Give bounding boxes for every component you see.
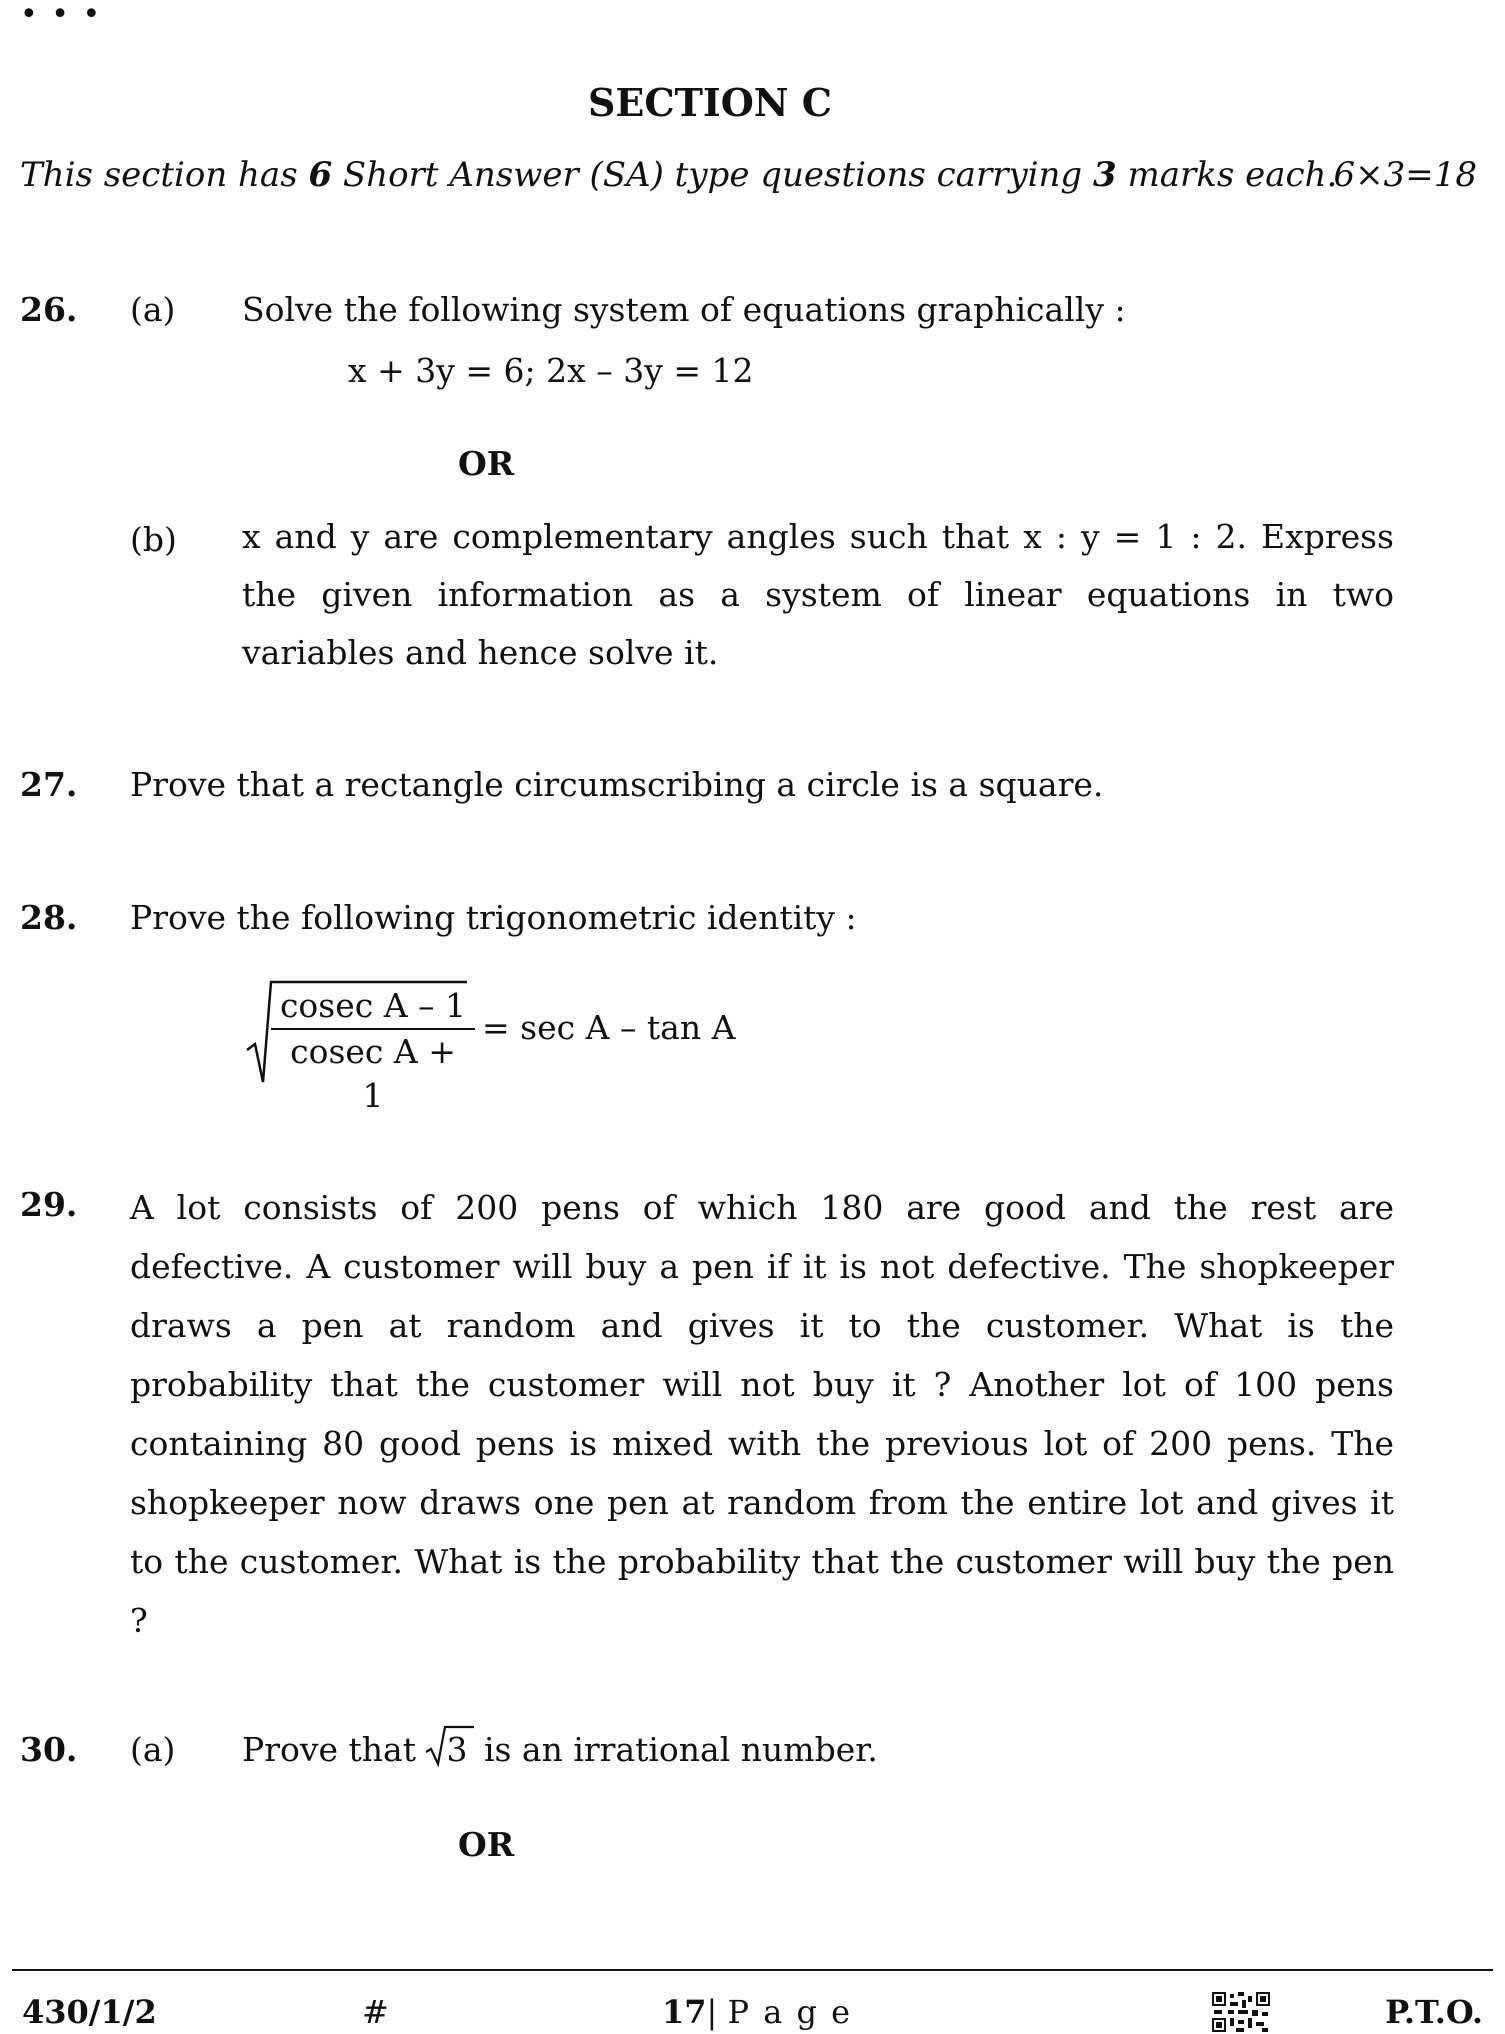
q30-text-post: is an irrational number. (473, 1730, 878, 1769)
q30-part-a-text (242, 1730, 878, 1769)
header-dots: • • • (20, 0, 103, 32)
instruction-text: marks each. (1116, 155, 1338, 195)
q30-part-a-label: (a) (130, 1730, 176, 1769)
q28-rhs: = sec A – tan A (482, 1008, 736, 1047)
question-number-28: 28. (20, 898, 78, 937)
question-count: 6 (308, 155, 333, 195)
q30-or: OR (458, 1825, 515, 1864)
qr-code-icon (1212, 1992, 1270, 2032)
q26-equations: x + 3y = 6; 2x – 3y = 12 (348, 351, 754, 390)
radical-sign (424, 1724, 476, 1768)
sqrt-expression (426, 1730, 467, 1769)
q26-part-a-label: (a) (130, 290, 176, 329)
page-word: P a g e (727, 1993, 853, 2031)
fraction (271, 984, 475, 1118)
q26-part-b-text: x and y are complementary angles such that x : y = 1 : 2. Express the given information as a system of linear equations in two variables and hence solve it. (242, 517, 1394, 672)
paper-code: 430/1/2 (22, 1993, 157, 2031)
q30-text-pre: Prove that (242, 1730, 427, 1769)
footer-hash: # (362, 1993, 389, 2031)
q28-text: Prove the following trigonometric identity : (130, 898, 857, 937)
marks-per-question: 3 (1093, 155, 1117, 195)
q26-part-a-text: Solve the following system of equations graphically : (242, 290, 1126, 329)
question-number-29: 29. (20, 1185, 78, 1224)
page-number-value: 17 (662, 1993, 707, 2031)
fraction-numerator: cosec A – 1 (271, 984, 475, 1030)
instruction-text: Short Answer (SA) type questions carrying (332, 155, 1094, 195)
q28-sqrt-fraction (245, 978, 475, 1115)
q29-text: A lot consists of 200 pens of which 180 are good and the rest are defective. A customer will buy a pen if it is not defective. The shopkeeper draws a pen at random and gives it to the customer. What is the probability that the customer will not buy it ? Another lot of 100 pens containing 80 good pens is mixed with the previous lot of 200 pens. The shopkeeper now draws one pen at random from the entire lot and gives it to the customer. What is the probability that the customer will buy the pen ? (130, 1188, 1394, 1640)
q26-part-b-label: (b) (130, 520, 177, 559)
question-number-30: 30. (20, 1730, 78, 1769)
section-marks: 6×3=18 (1333, 155, 1477, 195)
page-separator: | (706, 1993, 728, 2031)
question-number-26: 26. (20, 290, 78, 329)
section-instruction (20, 155, 1337, 195)
instruction-text: This section has (20, 155, 309, 195)
q26-or: OR (458, 444, 515, 483)
footer-rule (12, 1969, 1493, 1971)
page-number (662, 1993, 852, 2031)
fraction-denominator: cosec A + 1 (290, 1032, 456, 1115)
question-number-27: 27. (20, 765, 78, 804)
radicand: 3 (446, 1730, 468, 1769)
q27-text: Prove that a rectangle circumscribing a circle is a square. (130, 765, 1104, 804)
pto-label: P.T.O. (1385, 1993, 1483, 2031)
section-title: SECTION C (587, 80, 832, 125)
